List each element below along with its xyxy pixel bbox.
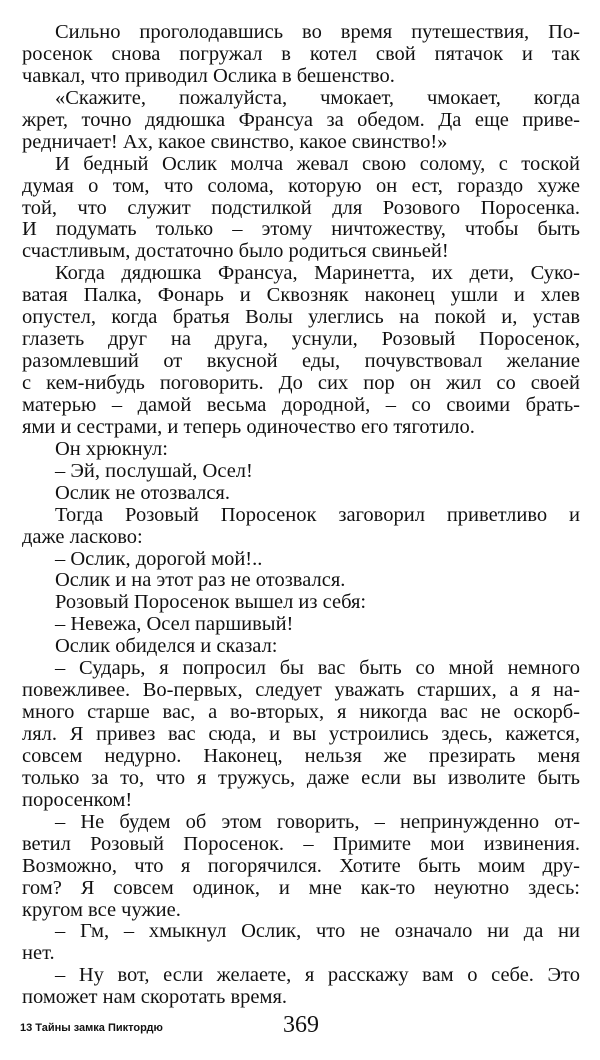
text-line: И бедный Ослик молча жевал свою солому, с тоской [55,152,580,175]
text-line: Он хрюкнул: [55,437,168,460]
text-line: поросенком! [22,788,133,811]
text-line: той, что служит подстилкой для Розового Поросенка. [22,196,580,219]
text-line: нет. [22,942,55,965]
text-line: глазеть друг на друга, уснули, Розовый Поросенок, [22,328,580,351]
text-line: Когда дядюшка Франсуа, Маринетта, их дети, Суко- [55,262,580,285]
text-line: Ослик и на этот раз не отозвался. [55,569,346,592]
text-line: – Сударь, я попросил бы вас быть со мной немного [55,657,580,680]
text-line: росенок снова погружал в котел свой пятачок и так [22,42,580,65]
text-line: Розовый Поросенок вышел из себя: [55,591,367,614]
text-line: – Гм, – хмыкнул Ослик, что не означало ни да ни [55,920,580,943]
text-line: много старше вас, а во-вторых, я никогда вас не оскорб- [22,701,580,724]
page-body-text [22,22,580,1009]
text-line: Сильно проголодавшись во время путешествия, По- [55,21,580,43]
text-line: только за то, что я тружусь, даже если вы изволите быть [22,766,580,789]
signature-mark: 13 Тайны замка Пиктордю [20,1022,163,1034]
text-line: совсем недурно. Наконец, нельзя же презирать меня [22,744,580,767]
text-line: – Не будем об этом говорить, – непринужденно от- [55,810,580,833]
text-line: ветил Розовый Поросенок. – Примите мои извинения. [22,832,580,855]
text-line: думая о том, что солома, которую он ест, гораздо хуже [22,174,580,197]
text-line: кругом все чужие. [22,898,181,921]
text-line: «Скажите, пожалуйста, чмокает, чмокает, когда [55,86,580,109]
text-line: Ослик обиделся и сказал: [55,635,278,658]
text-line: опустел, когда братья Волы улеглись на покой и, устав [22,306,580,329]
text-line: счастливым, достаточно было родиться свиньей! [22,240,449,263]
text-line: повежливее. Во-первых, следует уважать старших, а я на- [22,679,580,702]
text-line: лял. Я привез вас сюда, и вы устроились здесь, кажется, [22,723,580,745]
text-line: Ослик не отозвался. [55,481,230,504]
text-line: Возможно, что я погорячился. Хотите быть моим дру- [22,854,580,877]
text-line: матерью – дамой весьма дородной, – со своими брать- [22,393,580,416]
text-line: – Ослик, дорогой мой!.. [55,547,263,570]
text-line: разомлевший от вкусной еды, почувствовал желание [22,350,580,373]
text-line: чавкал, что приводил Ослика в бешенство. [22,64,395,87]
text-line: Тогда Розовый Поросенок заговорил приветливо и [55,503,580,526]
text-line: жрет, точно дядюшка Франсуа за обедом. Да еще приве- [22,108,580,131]
text-line: поможет нам скоротать время. [22,986,288,1009]
text-line: ями и сестрами, и теперь одиночество его тяготило. [22,415,475,438]
text-line: даже ласково: [22,525,143,548]
page-number: 369 [283,1012,319,1038]
text-line: редничает! Ах, какое свинство, какое свинство!» [22,130,448,153]
text-line: И подумать только – этому ничтожеству, чтобы быть [22,218,580,241]
text-line: ватая Палка, Фонарь и Сквозняк наконец ушли и хлев [22,284,580,307]
text-line: гом? Я совсем одинок, и мне как-то неуютно здесь: [22,876,580,899]
text-line: – Невежа, Осел паршивый! [55,613,294,636]
text-line: – Ну вот, если желаете, я расскажу вам о себе. Это [55,964,580,987]
text-line: – Эй, послушай, Осел! [55,459,253,482]
text-line: с кем-нибудь поговорить. До сих пор он жил со своей [22,372,580,394]
